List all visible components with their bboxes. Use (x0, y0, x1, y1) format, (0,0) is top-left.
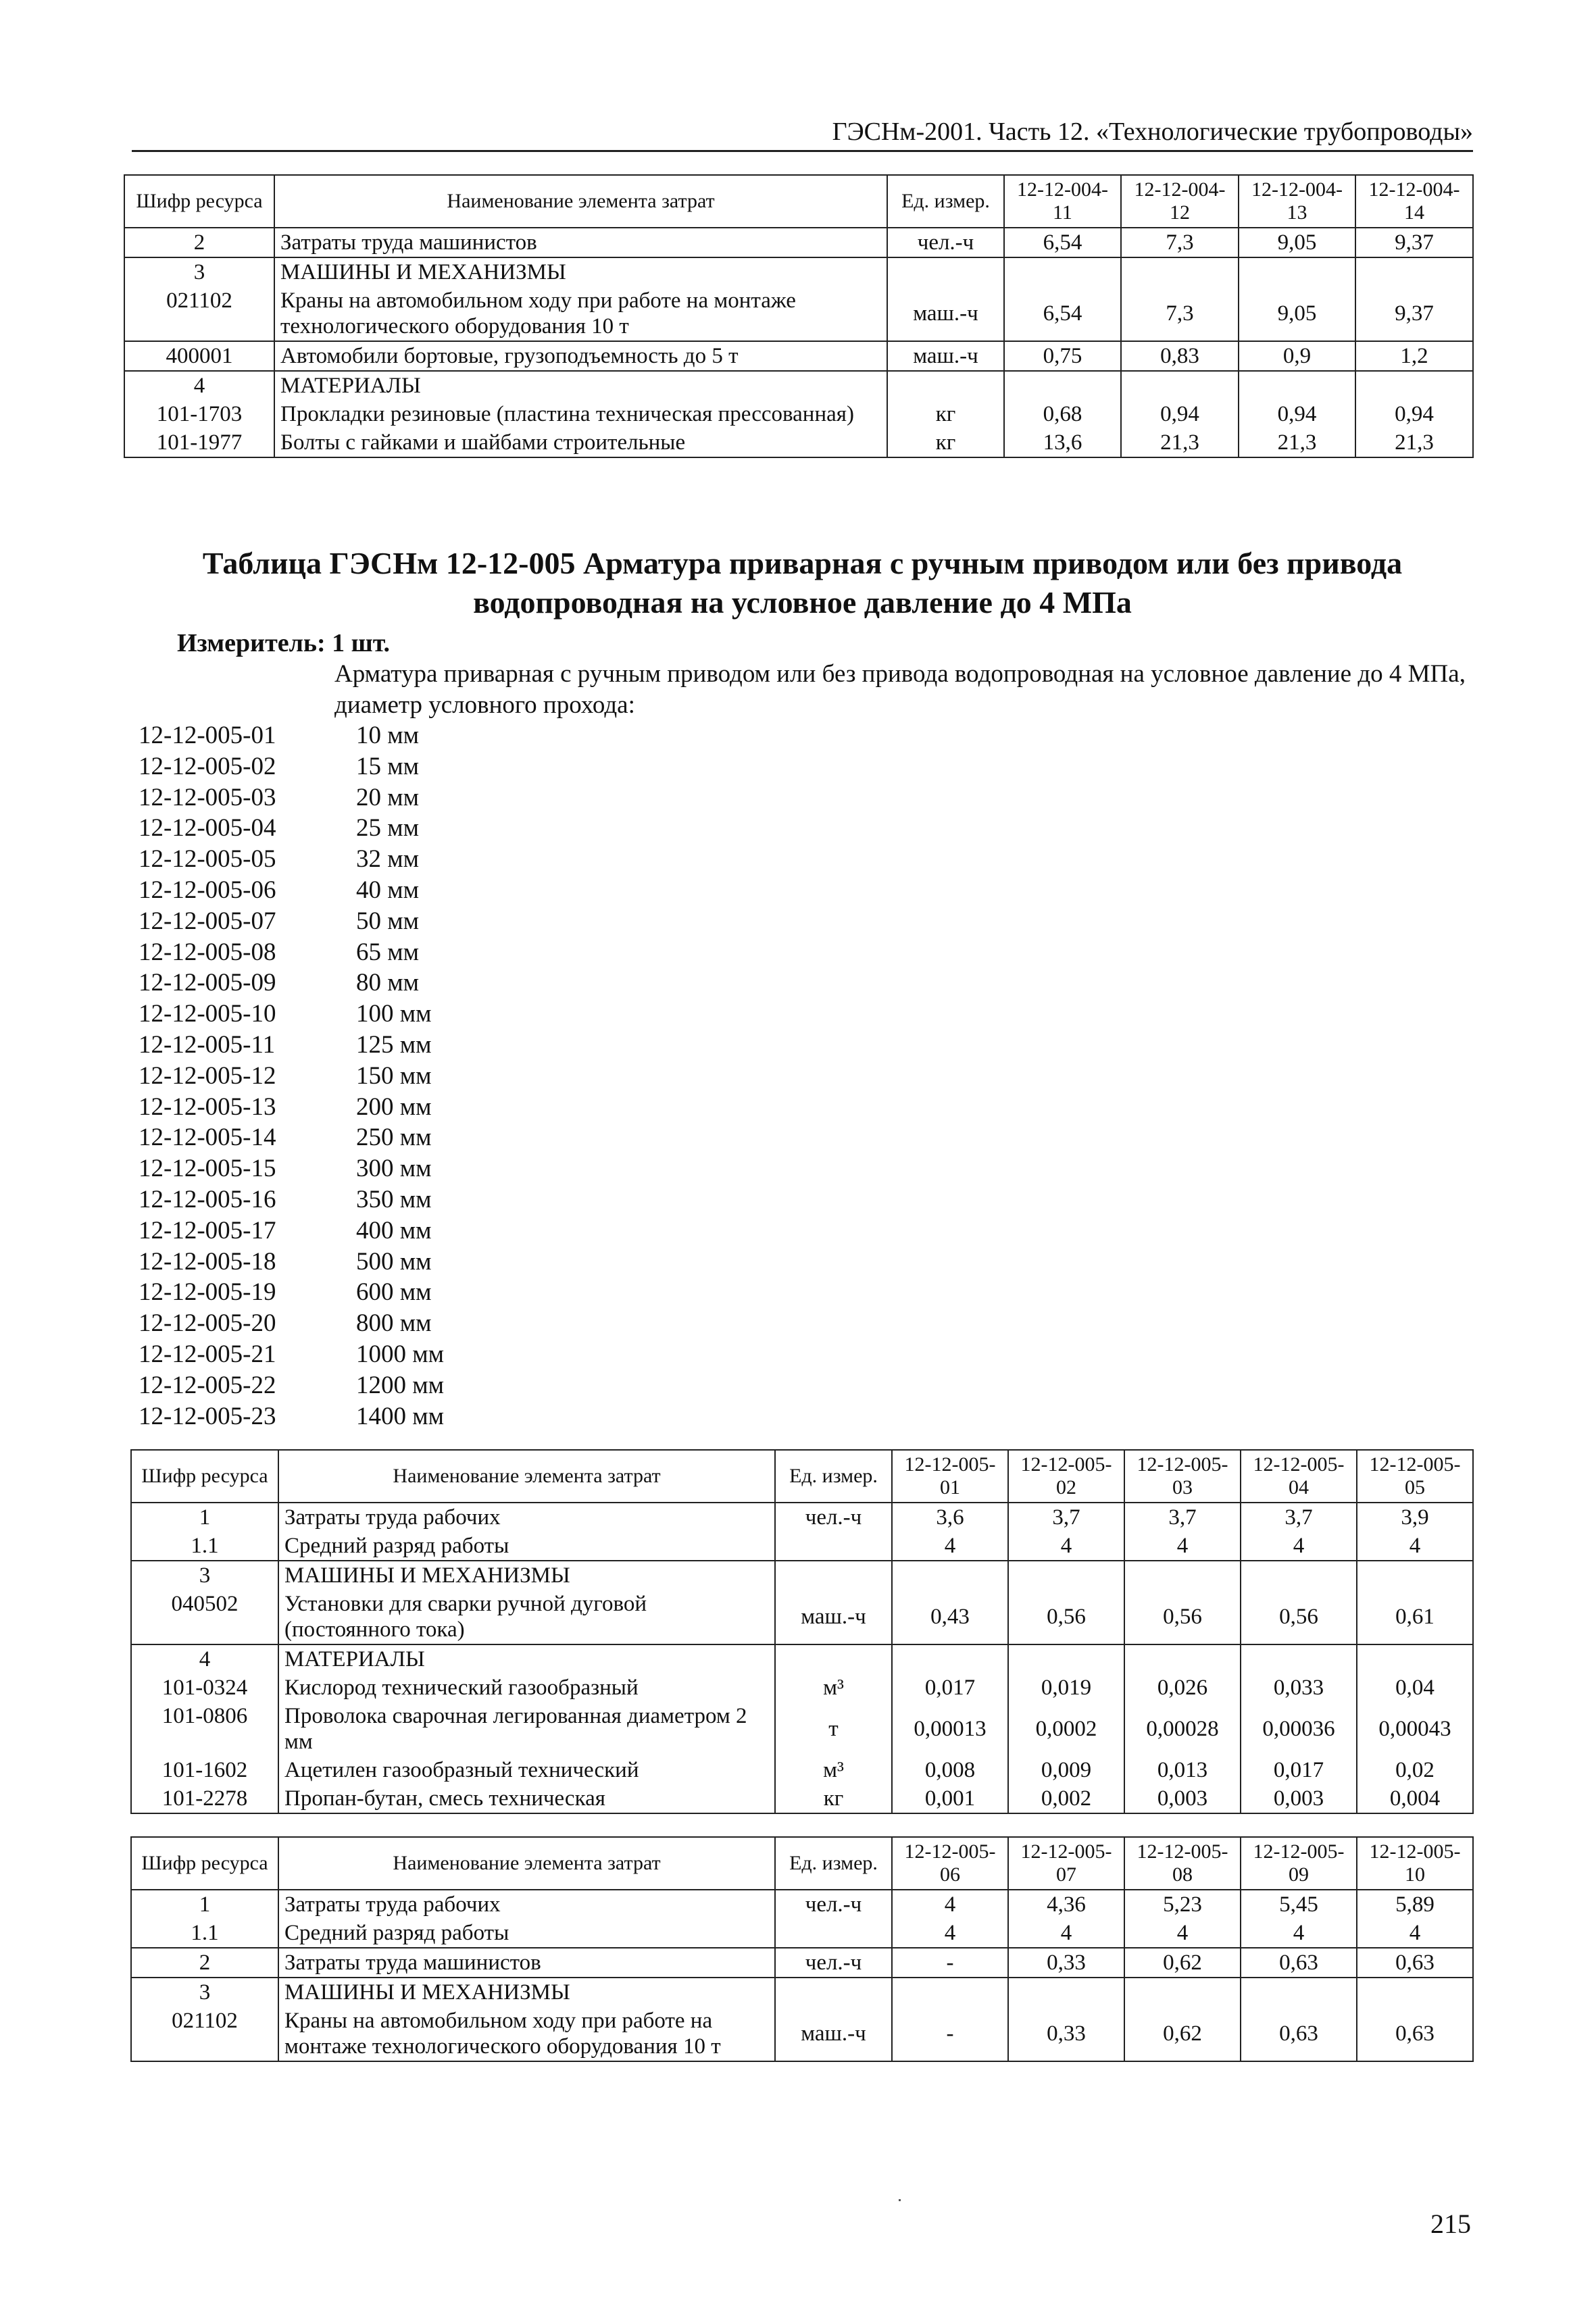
resource-code-cell: 101-0806 (131, 1702, 278, 1756)
item-code: 12-12-005-02 (139, 752, 276, 780)
value-cell (1355, 371, 1473, 400)
value-cell: 0,63 (1357, 2007, 1473, 2061)
item-list (139, 720, 444, 1432)
table-row (131, 1978, 1473, 2007)
value-cell (1124, 1978, 1241, 2007)
value-cell: 0,63 (1241, 2007, 1357, 2061)
table-row (131, 1590, 1473, 1644)
list-item (139, 1092, 444, 1123)
unit-cell: т (775, 1702, 892, 1756)
cost-table-005-01-05 (130, 1449, 1474, 1814)
item-diameter: 25 мм (356, 814, 420, 842)
item-code: 12-12-005-20 (139, 1309, 276, 1338)
unit-cell: м³ (775, 1674, 892, 1702)
value-cell: 0,003 (1124, 1784, 1241, 1813)
col-unit-header: Ед. измер. (775, 1837, 892, 1890)
cost-name-cell: Затраты труда рабочих (278, 1890, 775, 1919)
col-value-header: 12-12-005-03 (1124, 1450, 1241, 1503)
list-item (139, 720, 444, 751)
item-diameter: 1000 мм (356, 1340, 445, 1368)
col-code-header: Шифр ресурса (124, 175, 274, 228)
col-unit-header: Ед. измер. (887, 175, 1004, 228)
item-diameter: 15 мм (356, 752, 420, 780)
page-number: 215 (1430, 2209, 1471, 2239)
item-code: 12-12-005-22 (139, 1371, 276, 1399)
value-cell: 0,017 (892, 1674, 1008, 1702)
cost-name-cell: Проволока сварочная легированная диаметром 2 мм (278, 1702, 775, 1756)
unit-cell: чел.-ч (775, 1890, 892, 1919)
item-code: 12-12-005-10 (139, 1000, 276, 1028)
table-row (131, 1674, 1473, 1702)
value-cell: 0,001 (892, 1784, 1008, 1813)
item-code: 12-12-005-12 (139, 1061, 276, 1090)
value-cell: 0,43 (892, 1590, 1008, 1644)
table-row (131, 1561, 1473, 1590)
cost-name-cell: Болты с гайками и шайбами строительные (274, 428, 887, 457)
unit-cell (775, 1561, 892, 1590)
resource-code-cell: 021102 (131, 2007, 278, 2061)
measure-unit: Измеритель: 1 шт. (177, 629, 391, 657)
col-value-header: 12-12-004-11 (1004, 175, 1121, 228)
item-diameter: 600 мм (356, 1278, 432, 1307)
resource-code-cell: 1 (131, 1503, 278, 1532)
col-value-header: 12-12-004-14 (1355, 175, 1473, 228)
value-cell: 1,2 (1355, 341, 1473, 371)
item-diameter: 500 мм (356, 1247, 432, 1276)
item-diameter: 200 мм (356, 1092, 432, 1121)
value-cell: 0,00028 (1124, 1702, 1241, 1756)
unit-cell: кг (887, 428, 1004, 457)
value-cell: 4,36 (1008, 1890, 1124, 1919)
value-cell: 0,026 (1124, 1674, 1241, 1702)
value-cell: 0,94 (1239, 400, 1355, 428)
value-cell: 0,68 (1004, 400, 1121, 428)
cost-name-cell: Установки для сварки ручной дуговой (постоянного тока) (278, 1590, 775, 1644)
list-item (139, 1401, 444, 1432)
cost-name-cell: Затраты труда рабочих (278, 1503, 775, 1532)
item-code: 12-12-005-01 (139, 722, 276, 749)
value-cell (892, 1644, 1008, 1674)
table-row (131, 1919, 1473, 1948)
resource-code-cell: 101-1977 (124, 428, 274, 457)
item-diameter: 32 мм (356, 845, 420, 874)
value-cell: 6,54 (1004, 286, 1121, 341)
value-cell: 4 (892, 1890, 1008, 1919)
value-cell: 0,002 (1008, 1784, 1124, 1813)
resource-code-cell: 101-1602 (131, 1756, 278, 1784)
section-title-cell: МАШИНЫ И МЕХАНИЗМЫ (278, 1561, 775, 1590)
value-cell (1239, 257, 1355, 286)
value-cell: 0,56 (1241, 1590, 1357, 1644)
cost-name-cell: Кислород технический газообразный (278, 1674, 775, 1702)
list-item (139, 967, 444, 999)
table-row (124, 341, 1473, 371)
value-cell: - (892, 2007, 1008, 2061)
list-item (139, 999, 444, 1030)
unit-cell: маш.-ч (887, 341, 1004, 371)
value-cell: 0,008 (892, 1756, 1008, 1784)
value-cell (1124, 1561, 1241, 1590)
header-row (124, 175, 1473, 228)
resource-code-cell: 040502 (131, 1590, 278, 1644)
value-cell: 4 (1241, 1532, 1357, 1561)
unit-cell (775, 1532, 892, 1561)
col-value-header: 12-12-004-13 (1239, 175, 1355, 228)
value-cell (1357, 1978, 1473, 2007)
list-item (139, 1215, 444, 1247)
item-code: 12-12-005-18 (139, 1247, 276, 1276)
resource-code-cell: 101-0324 (131, 1674, 278, 1702)
resource-code-cell: 2 (131, 1948, 278, 1978)
value-cell: 13,6 (1004, 428, 1121, 457)
list-item (139, 1339, 444, 1370)
value-cell: 7,3 (1121, 286, 1239, 341)
item-code: 12-12-005-06 (139, 876, 276, 904)
col-value-header: 12-12-005-09 (1241, 1837, 1357, 1890)
item-code: 12-12-005-09 (139, 969, 276, 997)
value-cell: 0,00036 (1241, 1702, 1357, 1756)
value-cell: 0,04 (1357, 1674, 1473, 1702)
value-cell: 0,33 (1008, 2007, 1124, 2061)
resource-code-cell: 4 (124, 371, 274, 400)
list-item (139, 1184, 444, 1215)
value-cell: 0,0002 (1008, 1702, 1124, 1756)
value-cell: 0,61 (1357, 1590, 1473, 1644)
resource-code-cell: 400001 (124, 341, 274, 371)
unit-cell (887, 257, 1004, 286)
col-value-header: 12-12-005-04 (1241, 1450, 1357, 1503)
section-title-cell: МАШИНЫ И МЕХАНИЗМЫ (274, 257, 887, 286)
col-unit-header: Ед. измер. (775, 1450, 892, 1503)
value-cell: 3,6 (892, 1503, 1008, 1532)
item-diameter: 150 мм (356, 1061, 432, 1090)
table-row (131, 1890, 1473, 1919)
value-cell: 3,9 (1357, 1503, 1473, 1532)
item-diameter: 100 мм (356, 1000, 432, 1028)
value-cell: 0,003 (1241, 1784, 1357, 1813)
item-code: 12-12-005-03 (139, 783, 276, 811)
value-cell: 4 (1124, 1532, 1241, 1561)
item-diameter: 125 мм (356, 1030, 432, 1059)
value-cell (1004, 371, 1121, 400)
unit-cell: маш.-ч (775, 2007, 892, 2061)
resource-code-cell: 1.1 (131, 1532, 278, 1561)
item-diameter: 80 мм (356, 969, 420, 997)
list-item (139, 751, 444, 782)
resource-code-cell: 3 (131, 1978, 278, 2007)
list-item (139, 1061, 444, 1092)
resource-code-cell: 101-2278 (131, 1784, 278, 1813)
col-name-header: Наименование элемента затрат (278, 1450, 775, 1503)
value-cell: 21,3 (1121, 428, 1239, 457)
resource-code-cell: 1 (131, 1890, 278, 1919)
table-row (124, 286, 1473, 341)
value-cell: 0,56 (1124, 1590, 1241, 1644)
item-diameter: 1200 мм (356, 1371, 445, 1399)
col-code-header: Шифр ресурса (131, 1837, 278, 1890)
list-item (139, 906, 444, 937)
item-diameter: 50 мм (356, 907, 420, 935)
item-diameter: 300 мм (356, 1155, 432, 1183)
value-cell: 0,63 (1357, 1948, 1473, 1978)
list-item (139, 1277, 444, 1308)
value-cell: 9,37 (1355, 286, 1473, 341)
value-cell: 9,05 (1239, 286, 1355, 341)
unit-cell (775, 1978, 892, 2007)
value-cell: 0,009 (1008, 1756, 1124, 1784)
value-cell: 0,017 (1241, 1756, 1357, 1784)
cost-name-cell: Краны на автомобильном ходу при работе на монтаже технологического оборудования 10 т (278, 2007, 775, 2061)
table-row (124, 371, 1473, 400)
table-row (124, 400, 1473, 428)
col-name-header: Наименование элемента затрат (274, 175, 887, 228)
section-title-cell: МАТЕРИАЛЫ (278, 1644, 775, 1674)
list-item (139, 844, 444, 875)
value-cell (1357, 1561, 1473, 1590)
value-cell: 6,54 (1004, 228, 1121, 257)
section-title-cell: МАТЕРИАЛЫ (274, 371, 887, 400)
value-cell (1241, 1978, 1357, 2007)
unit-cell (775, 1644, 892, 1674)
value-cell: 4 (892, 1919, 1008, 1948)
value-cell (1008, 1978, 1124, 2007)
value-cell: 5,45 (1241, 1890, 1357, 1919)
cost-name-cell: Прокладки резиновые (пластина техническая прессованная) (274, 400, 887, 428)
value-cell: 0,00013 (892, 1702, 1008, 1756)
unit-cell (887, 371, 1004, 400)
item-code: 12-12-005-11 (139, 1030, 276, 1059)
item-code: 12-12-005-14 (139, 1124, 276, 1152)
list-item (139, 813, 444, 844)
unit-cell: чел.-ч (775, 1503, 892, 1532)
unit-cell: кг (887, 400, 1004, 428)
value-cell (1121, 371, 1239, 400)
value-cell: 0,56 (1008, 1590, 1124, 1644)
cost-name-cell: Затраты труда машинистов (274, 228, 887, 257)
item-diameter: 40 мм (356, 876, 420, 904)
cost-name-cell: Затраты труда машинистов (278, 1948, 775, 1978)
value-cell (1124, 1644, 1241, 1674)
table-body (131, 1503, 1473, 1813)
value-cell (1004, 257, 1121, 286)
value-cell: - (892, 1948, 1008, 1978)
value-cell (892, 1978, 1008, 2007)
item-code: 12-12-005-05 (139, 845, 276, 874)
col-code-header: Шифр ресурса (131, 1450, 278, 1503)
resource-code-cell: 3 (131, 1561, 278, 1590)
list-item (139, 1308, 444, 1339)
list-item (139, 875, 444, 906)
value-cell: 4 (1241, 1919, 1357, 1948)
value-cell: 4 (1008, 1919, 1124, 1948)
value-cell: 7,3 (1121, 228, 1239, 257)
value-cell: 3,7 (1008, 1503, 1124, 1532)
header-row (131, 1837, 1473, 1890)
unit-cell (775, 1919, 892, 1948)
item-code: 12-12-005-21 (139, 1340, 276, 1368)
resource-code-cell: 4 (131, 1644, 278, 1674)
value-cell: 21,3 (1355, 428, 1473, 457)
value-cell: 5,89 (1357, 1890, 1473, 1919)
item-code: 12-12-005-16 (139, 1185, 276, 1213)
value-cell (1008, 1561, 1124, 1590)
value-cell: 0,83 (1121, 341, 1239, 371)
table-title: Таблица ГЭСНм 12-12-005 Арматура приварная с ручным приводом или без привода водопроводная на условное давление до 4 МПа (202, 546, 1403, 620)
table-description: Арматура приварная с ручным приводом или без привода водопроводная на условное давление до 4 МПа, диаметр условного прохода: (334, 660, 1466, 719)
col-value-header: 12-12-004-12 (1121, 175, 1239, 228)
list-item (139, 937, 444, 968)
col-value-header: 12-12-005-07 (1008, 1837, 1124, 1890)
resource-code-cell: 1.1 (131, 1919, 278, 1948)
table-row (124, 228, 1473, 257)
col-value-header: 12-12-005-02 (1008, 1450, 1124, 1503)
value-cell (1241, 1561, 1357, 1590)
table-row (131, 2007, 1473, 2061)
header-text: ГЭСНм-2001. Часть 12. «Технологические трубопроводы» (832, 118, 1473, 146)
item-code: 12-12-005-08 (139, 938, 276, 966)
value-cell (1239, 371, 1355, 400)
section-title-cell: МАШИНЫ И МЕХАНИЗМЫ (278, 1978, 775, 2007)
list-item (139, 1122, 444, 1153)
item-diameter: 10 мм (356, 722, 420, 749)
table-row (131, 1644, 1473, 1674)
col-value-header: 12-12-005-05 (1357, 1450, 1473, 1503)
value-cell: 4 (892, 1532, 1008, 1561)
item-code: 12-12-005-07 (139, 907, 276, 935)
scan-speck (899, 2199, 901, 2201)
item-diameter: 65 мм (356, 938, 420, 966)
table-body (124, 228, 1473, 457)
value-cell: 0,94 (1121, 400, 1239, 428)
resource-code-cell: 021102 (124, 286, 274, 341)
item-diameter: 20 мм (356, 783, 420, 811)
list-item (139, 1153, 444, 1184)
list-item (139, 1370, 444, 1401)
value-cell: 0,033 (1241, 1674, 1357, 1702)
value-cell (1008, 1644, 1124, 1674)
value-cell: 0,75 (1004, 341, 1121, 371)
table-row (131, 1532, 1473, 1561)
item-diameter: 800 мм (356, 1309, 432, 1338)
value-cell: 21,3 (1239, 428, 1355, 457)
value-cell: 0,62 (1124, 1948, 1241, 1978)
item-code: 12-12-005-15 (139, 1155, 276, 1183)
value-cell: 0,94 (1355, 400, 1473, 428)
unit-cell: маш.-ч (775, 1590, 892, 1644)
resource-code-cell: 2 (124, 228, 274, 257)
cost-name-cell: Ацетилен газообразный технический (278, 1756, 775, 1784)
value-cell: 0,02 (1357, 1756, 1473, 1784)
resource-code-cell: 3 (124, 257, 274, 286)
value-cell: 0,9 (1239, 341, 1355, 371)
unit-cell: маш.-ч (887, 286, 1004, 341)
value-cell: 4 (1357, 1532, 1473, 1561)
cost-name-cell: Краны на автомобильном ходу при работе на монтаже технологического оборудования 10 т (274, 286, 887, 341)
col-name-header: Наименование элемента затрат (278, 1837, 775, 1890)
header-row (131, 1450, 1473, 1503)
value-cell: 0,63 (1241, 1948, 1357, 1978)
list-item (139, 1247, 444, 1278)
value-cell (1355, 257, 1473, 286)
unit-cell: чел.-ч (887, 228, 1004, 257)
item-diameter: 1400 мм (356, 1402, 445, 1430)
unit-cell: м³ (775, 1756, 892, 1784)
cost-table-005-06-10 (130, 1836, 1474, 2062)
item-code: 12-12-005-19 (139, 1278, 276, 1307)
value-cell: 4 (1008, 1532, 1124, 1561)
value-cell (1121, 257, 1239, 286)
table-row (131, 1756, 1473, 1784)
cost-name-cell: Пропан-бутан, смесь техническая (278, 1784, 775, 1813)
item-code: 12-12-005-13 (139, 1092, 276, 1121)
value-cell: 0,013 (1124, 1756, 1241, 1784)
list-item (139, 782, 444, 813)
value-cell: 9,37 (1355, 228, 1473, 257)
item-code: 12-12-005-04 (139, 814, 276, 842)
cost-name-cell: Средний разряд работы (278, 1532, 775, 1561)
value-cell: 0,62 (1124, 2007, 1241, 2061)
table-row (131, 1948, 1473, 1978)
value-cell: 0,33 (1008, 1948, 1124, 1978)
item-diameter: 350 мм (356, 1185, 432, 1213)
table-row (124, 257, 1473, 286)
col-value-header: 12-12-005-01 (892, 1450, 1008, 1503)
value-cell: 3,7 (1241, 1503, 1357, 1532)
value-cell: 0,019 (1008, 1674, 1124, 1702)
table-row (131, 1503, 1473, 1532)
value-cell: 4 (1357, 1919, 1473, 1948)
item-code: 12-12-005-17 (139, 1216, 276, 1244)
unit-cell: кг (775, 1784, 892, 1813)
value-cell: 0,00043 (1357, 1702, 1473, 1756)
item-diameter: 250 мм (356, 1124, 432, 1152)
value-cell: 5,23 (1124, 1890, 1241, 1919)
value-cell: 9,05 (1239, 228, 1355, 257)
table-row (131, 1702, 1473, 1756)
value-cell: 0,004 (1357, 1784, 1473, 1813)
list-item (139, 1030, 444, 1061)
table-row (124, 428, 1473, 457)
resource-code-cell: 101-1703 (124, 400, 274, 428)
col-value-header: 12-12-005-06 (892, 1837, 1008, 1890)
value-cell (1357, 1644, 1473, 1674)
item-code: 12-12-005-23 (139, 1402, 276, 1430)
page-header (132, 116, 1473, 152)
cost-table-004 (124, 174, 1474, 458)
unit-cell: чел.-ч (775, 1948, 892, 1978)
col-value-header: 12-12-005-08 (1124, 1837, 1241, 1890)
item-diameter: 400 мм (356, 1216, 432, 1244)
table-body (131, 1890, 1473, 2061)
cost-name-cell: Средний разряд работы (278, 1919, 775, 1948)
value-cell: 3,7 (1124, 1503, 1241, 1532)
value-cell (892, 1561, 1008, 1590)
value-cell: 4 (1124, 1919, 1241, 1948)
cost-name-cell: Автомобили бортовые, грузоподъемность до 5 т (274, 341, 887, 371)
col-value-header: 12-12-005-10 (1357, 1837, 1473, 1890)
table-row (131, 1784, 1473, 1813)
value-cell (1241, 1644, 1357, 1674)
